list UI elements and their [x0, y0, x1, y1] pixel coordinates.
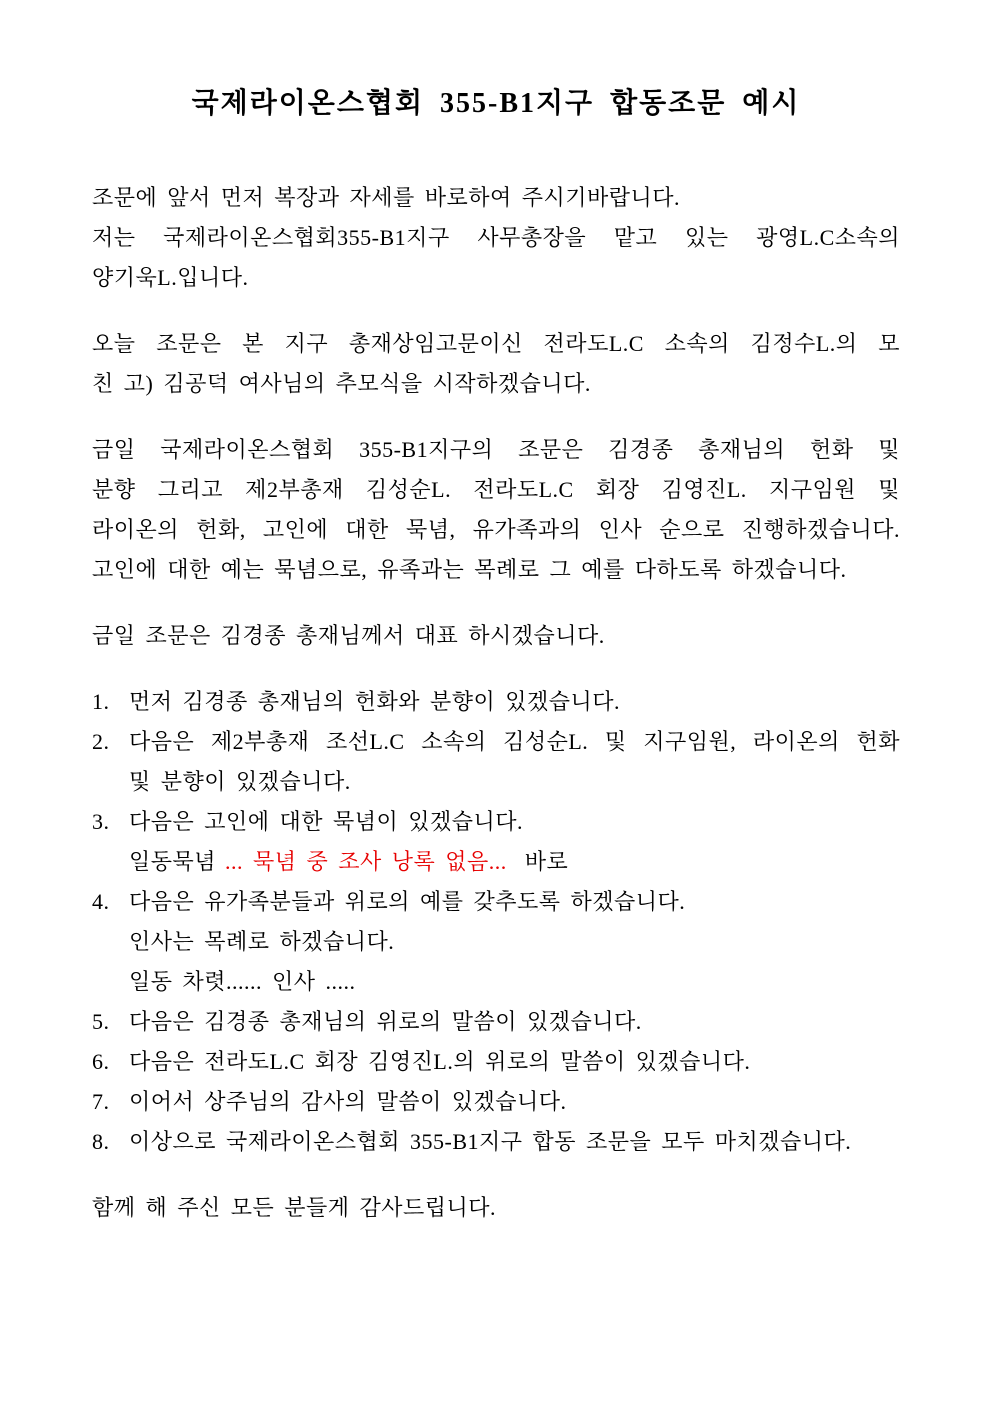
item-2-line: [92, 722, 900, 762]
silence-note-suffix: 바로: [524, 849, 569, 874]
closing-line: 함께 해 주신 모든 분들게 감사드립니다.: [92, 1195, 497, 1220]
order-line-3: 라이온의 헌화, 고인에 대한 묵념, 유가족과의 인사 순으로 진행하겠습니다.: [92, 517, 900, 542]
item-5-line: [92, 1002, 900, 1042]
representative-line: 금일 조문은 김경종 총재님께서 대표 하시겠습니다.: [92, 623, 605, 648]
item-2-continuation: 및 분향이 있겠습니다.: [129, 769, 351, 794]
intro-line-2: 저는 국제라이온스협회355-B1지구 사무총장을 맡고 있는 광영L.C소속의: [92, 225, 900, 250]
item-3-text: 다음은 고인에 대한 묵념이 있겠습니다.: [129, 809, 524, 834]
item-6-number: 6.: [92, 1049, 110, 1074]
item-8-line: [92, 1122, 900, 1162]
paragraph-intro: [92, 178, 900, 298]
paragraph-closing: [92, 1188, 900, 1228]
item-2-number: 2.: [92, 729, 110, 754]
item-7-text: 이어서 상주님의 감사의 말씀이 있겠습니다.: [129, 1089, 567, 1114]
paragraph-representative: [92, 616, 900, 656]
item-1-line: [92, 682, 900, 722]
item-5-number: 5.: [92, 1009, 110, 1034]
item-4-number: 4.: [92, 889, 110, 914]
order-line-2: 분향 그리고 제2부총재 김성순L. 전라도L.C 회장 김영진L. 지구임원 및: [92, 477, 900, 502]
item-7-number: 7.: [92, 1089, 110, 1114]
item-4-text: 다음은 유가족분들과 위로의 예를 갖추도록 하겠습니다.: [129, 889, 686, 914]
item-5-text: 다음은 김경종 총재님의 위로의 말씀이 있겠습니다.: [129, 1009, 642, 1034]
silence-note-prefix: 일동묵념: [129, 849, 217, 874]
item-7-line: [92, 1082, 900, 1122]
item-1-text: 먼저 김경종 총재님의 헌화와 분향이 있겠습니다.: [129, 689, 621, 714]
item-6-text: 다음은 전라도L.C 회장 김영진L.의 위로의 말씀이 있겠습니다.: [129, 1049, 751, 1074]
item-4-continuation-1: 인사는 목례로 하겠습니다.: [129, 929, 395, 954]
intro-line-3: 양기욱L.입니다.: [92, 265, 249, 290]
item-4-line: [92, 882, 900, 922]
paragraph-announcement: [92, 324, 900, 404]
item-6-line: [92, 1042, 900, 1082]
item-3-silence-note-line: [92, 842, 900, 882]
item-2-text: 다음은 제2부총재 조선L.C 소속의 김성순L. 및 지구임원, 라이온의 헌화: [129, 729, 900, 754]
order-line-1: 금일 국제라이온스협회 355-B1지구의 조문은 김경종 총재님의 헌화 및: [92, 437, 900, 462]
list-item-6: [92, 1042, 900, 1082]
order-line-4: 고인에 대한 예는 묵념으로, 유족과는 목례로 그 예를 다하도록 하겠습니다.: [92, 557, 847, 582]
item-8-number: 8.: [92, 1129, 110, 1154]
ceremony-step-list: [92, 682, 900, 1162]
list-item-4: [92, 882, 900, 1002]
item-4-continuation-2: 일동 차렷...... 인사 .....: [129, 969, 356, 994]
item-1-number: 1.: [92, 689, 110, 714]
list-item-3: [92, 802, 900, 882]
item-3-line: [92, 802, 900, 842]
list-item-1: [92, 682, 900, 722]
list-item-5: [92, 1002, 900, 1042]
silence-note-red-text: ... 묵념 중 조사 낭록 없음...: [225, 849, 507, 874]
announcement-line-2: 친 고) 김공덕 여사님의 추모식을 시작하겠습니다.: [92, 371, 591, 396]
intro-line-1: 조문에 앞서 먼저 복장과 자세를 바로하여 주시기바랍니다.: [92, 185, 681, 210]
paragraph-order: [92, 430, 900, 590]
item-3-number: 3.: [92, 809, 110, 834]
item-8-text: 이상으로 국제라이온스협회 355-B1지구 합동 조문을 모두 마치겠습니다.: [129, 1129, 852, 1154]
list-item-8: [92, 1122, 900, 1162]
document-title: 국제라이온스협회 355-B1지구 합동조문 예시: [191, 88, 801, 119]
list-item-2: [92, 722, 900, 802]
list-item-7: [92, 1082, 900, 1122]
announcement-line-1: 오늘 조문은 본 지구 총재상임고문이신 전라도L.C 소속의 김정수L.의 모: [92, 331, 900, 356]
